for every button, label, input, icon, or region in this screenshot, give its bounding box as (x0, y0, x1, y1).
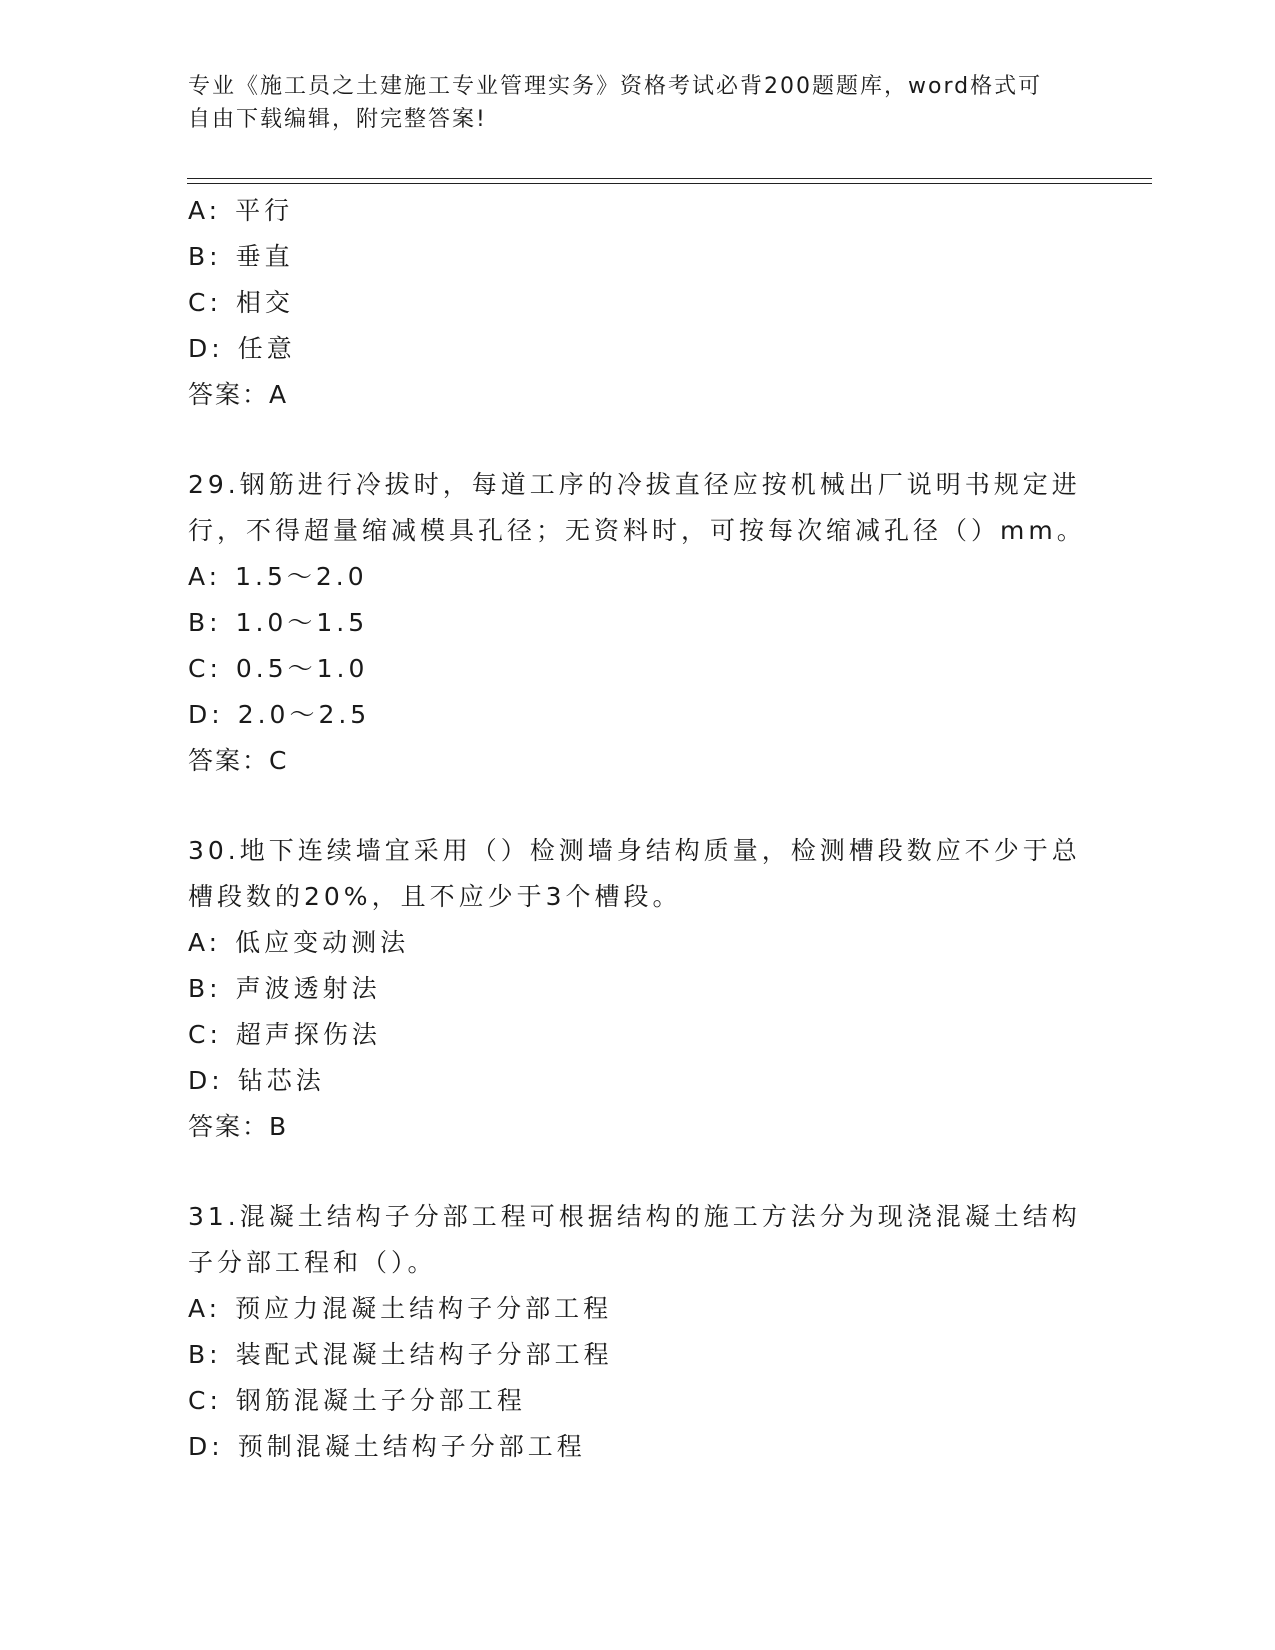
answer: 答案：B (188, 1112, 289, 1141)
header-divider-top (187, 178, 1152, 179)
question-stem-line-2: 子分部工程和（）。 (188, 1248, 437, 1277)
header-line-1: 专业《施工员之土建施工专业管理实务》资格考试必背200题题库，word格式可 (188, 74, 1043, 99)
option-c: C: 0.5～1.0 (188, 654, 369, 683)
option-a: A: 1.5～2.0 (188, 562, 368, 591)
question-28 (188, 188, 1088, 418)
option-a: A: 预应力混凝土结构子分部工程 (188, 1294, 613, 1323)
question-30 (188, 828, 1088, 1150)
option-c: C: 相交 (188, 288, 294, 317)
option-c: C: 超声探伤法 (188, 1020, 381, 1049)
header-line-2: 自由下载编辑，附完整答案! (188, 107, 487, 132)
document-header (188, 70, 1088, 136)
option-a: A: 低应变动测法 (188, 928, 410, 957)
question-content (188, 188, 1088, 1470)
option-d: D: 任意 (188, 334, 296, 363)
question-stem-line-2: 槽段数的20%，且不应少于3个槽段。 (188, 882, 682, 911)
header-divider-bottom (187, 183, 1152, 184)
option-b: B: 装配式混凝土结构子分部工程 (188, 1340, 613, 1369)
answer: 答案：A (188, 380, 289, 409)
question-stem-line-1: 29.钢筋进行冷拔时，每道工序的冷拔直径应按机械出厂说明书规定进 (188, 470, 1081, 499)
question-31 (188, 1194, 1088, 1470)
option-b: B: 1.0～1.5 (188, 608, 369, 637)
option-d: D: 2.0～2.5 (188, 700, 371, 729)
option-a: A: 平行 (188, 196, 294, 225)
question-stem-line-2: 行，不得超量缩减模具孔径；无资料时，可按每次缩减孔径（）mm。 (188, 516, 1086, 545)
option-d: D: 钻芯法 (188, 1066, 325, 1095)
question-stem-line-1: 31.混凝土结构子分部工程可根据结构的施工方法分为现浇混凝土结构 (188, 1202, 1081, 1231)
option-b: B: 声波透射法 (188, 974, 381, 1003)
option-c: C: 钢筋混凝土子分部工程 (188, 1386, 526, 1415)
question-29 (188, 462, 1088, 784)
question-stem-line-1: 30.地下连续墙宜采用（）检测墙身结构质量，检测槽段数应不少于总 (188, 836, 1081, 865)
option-d: D: 预制混凝土结构子分部工程 (188, 1432, 586, 1461)
answer: 答案：C (188, 746, 289, 775)
option-b: B: 垂直 (188, 242, 294, 271)
